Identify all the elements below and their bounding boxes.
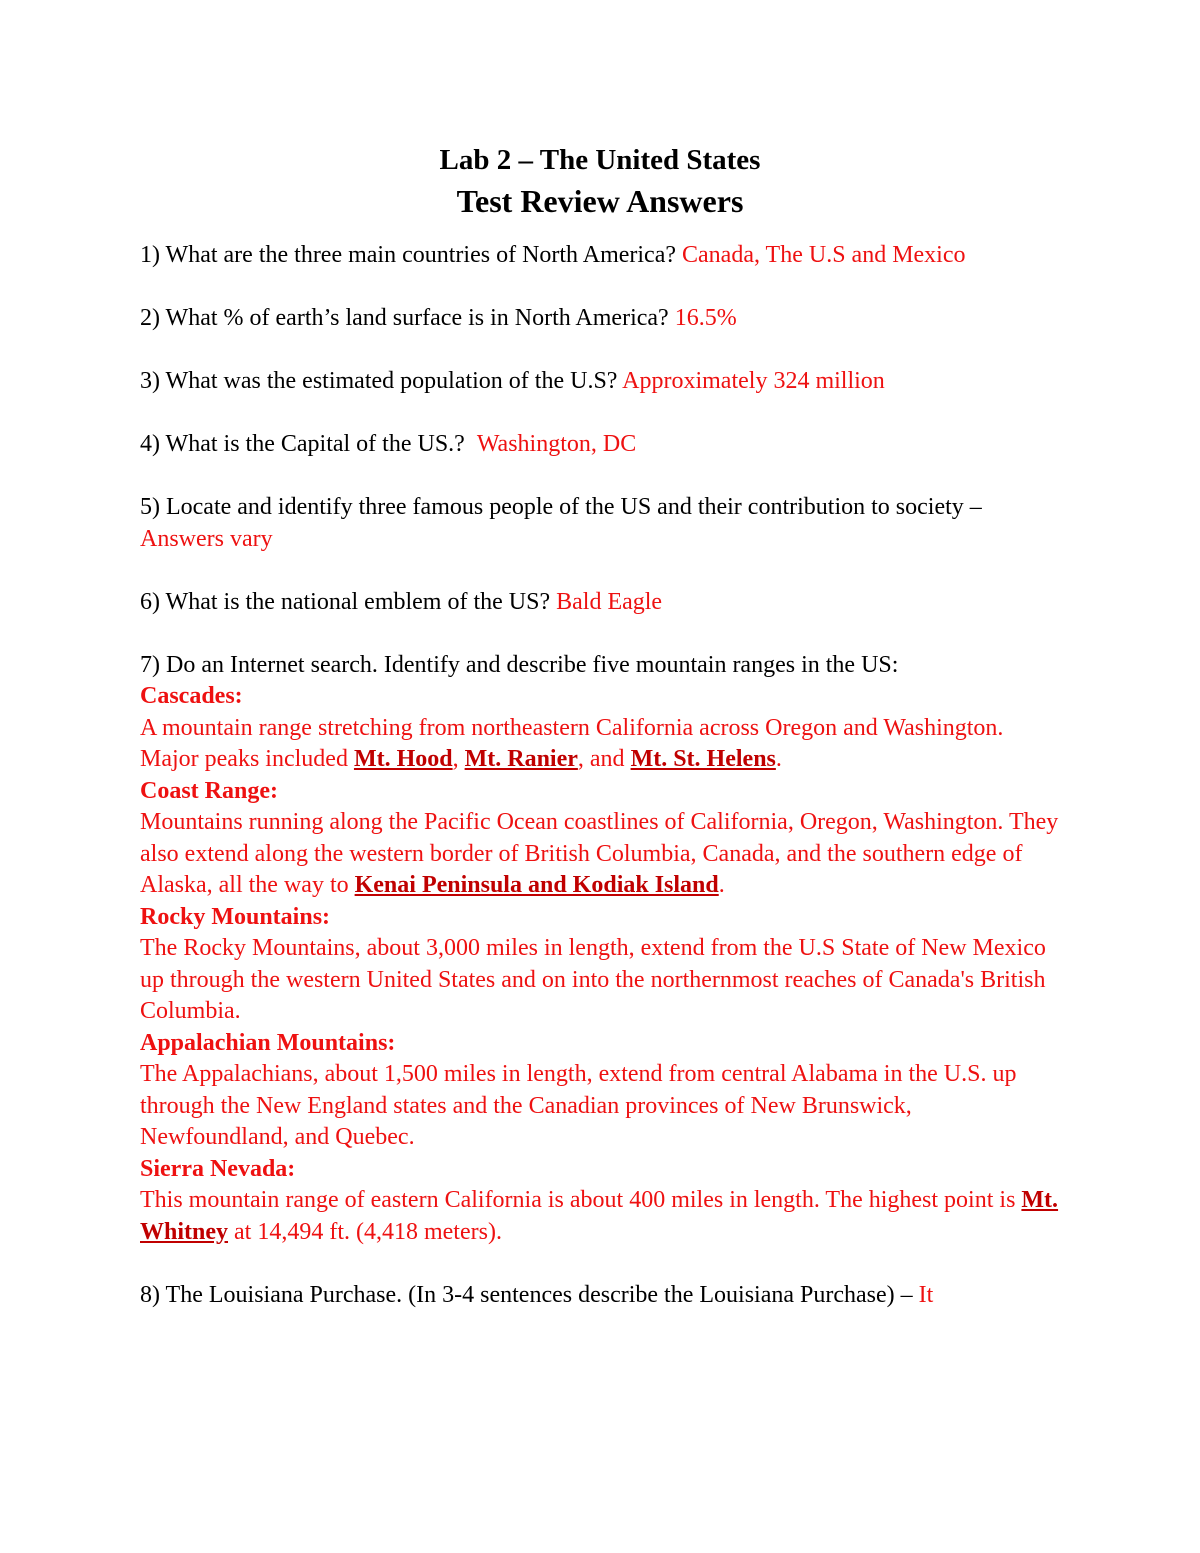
question-text: 5) Locate and identify three famous people of the US and their contribution to society –	[140, 494, 982, 520]
separator-text: .	[718, 872, 725, 898]
mountain-heading-coast: Coast Range:	[140, 777, 278, 804]
question-3	[140, 366, 1060, 398]
answer-text: It	[918, 1281, 934, 1308]
question-8	[140, 1280, 1060, 1312]
mountain-heading-sierra: Sierra Nevada:	[140, 1155, 296, 1182]
question-text: 3) What was the estimated population of the U.S?	[140, 368, 618, 394]
link-mt-hood[interactable]: Mt. Hood	[353, 746, 453, 772]
question-6	[140, 587, 1060, 619]
question-4	[140, 429, 1060, 461]
link-mt-st-helens[interactable]: Mt. St. Helens	[630, 746, 776, 772]
question-1	[140, 240, 1060, 272]
answer-text: Canada, The U.S and Mexico	[682, 242, 966, 268]
answer-text: Approximately 324 million	[622, 368, 885, 394]
document-subtitle: Test Review Answers	[456, 183, 744, 219]
mountain-heading-rocky: Rocky Mountains:	[140, 903, 331, 930]
question-5	[140, 492, 1060, 555]
link-mt-whitney[interactable]: Mt. Whitney	[140, 1187, 1059, 1245]
mountain-desc-cascades	[140, 713, 1060, 776]
answer-text: Bald Eagle	[556, 588, 663, 615]
answer-text: Washington, DC	[476, 431, 637, 457]
document-title: Lab 2 – The United States	[439, 144, 761, 176]
separator-text: ,	[452, 746, 465, 772]
mountain-desc-text: This mountain range of eastern California is about 400 miles in length. The highest point is	[140, 1187, 1022, 1213]
mountain-desc-coast	[140, 807, 1060, 902]
mountain-desc-rocky: The Rocky Mountains, about 3,000 miles in length, extend from the U.S State of New Mexico up through the western United States and on into the northernmost reaches of Canada's British Columbia.	[140, 935, 1046, 1024]
separator-text: .	[775, 746, 782, 772]
mountain-desc-appalachian: The Appalachians, about 1,500 miles in length, extend from central Alabama in the U.S. up through the New England states and the Canadian provinces of New Brunswick, Newfoundland, and Quebec.	[140, 1061, 1017, 1150]
mountain-desc-text: Mountains running along the Pacific Ocean coastlines of California, Oregon, Washington. They also extend along the western border of British Columbia, Canada, and the southern edge of Alaska, all the way to	[140, 809, 1059, 898]
separator-text: , and	[577, 746, 631, 772]
question-text: 8) The Louisiana Purchase. (In 3-4 sentences describe the Louisiana Purchase) –	[140, 1281, 913, 1308]
link-kenai-kodiak[interactable]: Kenai Peninsula and Kodiak Island	[354, 872, 719, 898]
question-text: 1) What are the three main countries of North America?	[140, 242, 677, 268]
mountain-heading-appalachian: Appalachian Mountains:	[140, 1029, 396, 1056]
question-text: 2) What % of earth’s land surface is in North America?	[140, 305, 669, 331]
question-2	[140, 303, 1060, 335]
link-mt-ranier[interactable]: Mt. Ranier	[464, 746, 578, 772]
question-text: 4) What is the Capital of the US.?	[140, 431, 465, 457]
mountain-desc-text: at 14,494 ft. (4,418 meters).	[228, 1218, 502, 1245]
mountain-desc-text: A mountain range stretching from northeastern California across Oregon and Washington. Major peaks included	[140, 714, 1004, 772]
question-7	[140, 650, 1060, 1249]
answer-text: Answers vary	[140, 525, 273, 552]
question-text: 7) Do an Internet search. Identify and describe five mountain ranges in the US:	[140, 651, 899, 678]
mountain-heading-cascades: Cascades:	[140, 683, 243, 709]
question-text: 6) What is the national emblem of the US?	[140, 588, 551, 615]
answer-text: 16.5%	[674, 305, 737, 331]
mountain-desc-sierra	[140, 1185, 1060, 1248]
